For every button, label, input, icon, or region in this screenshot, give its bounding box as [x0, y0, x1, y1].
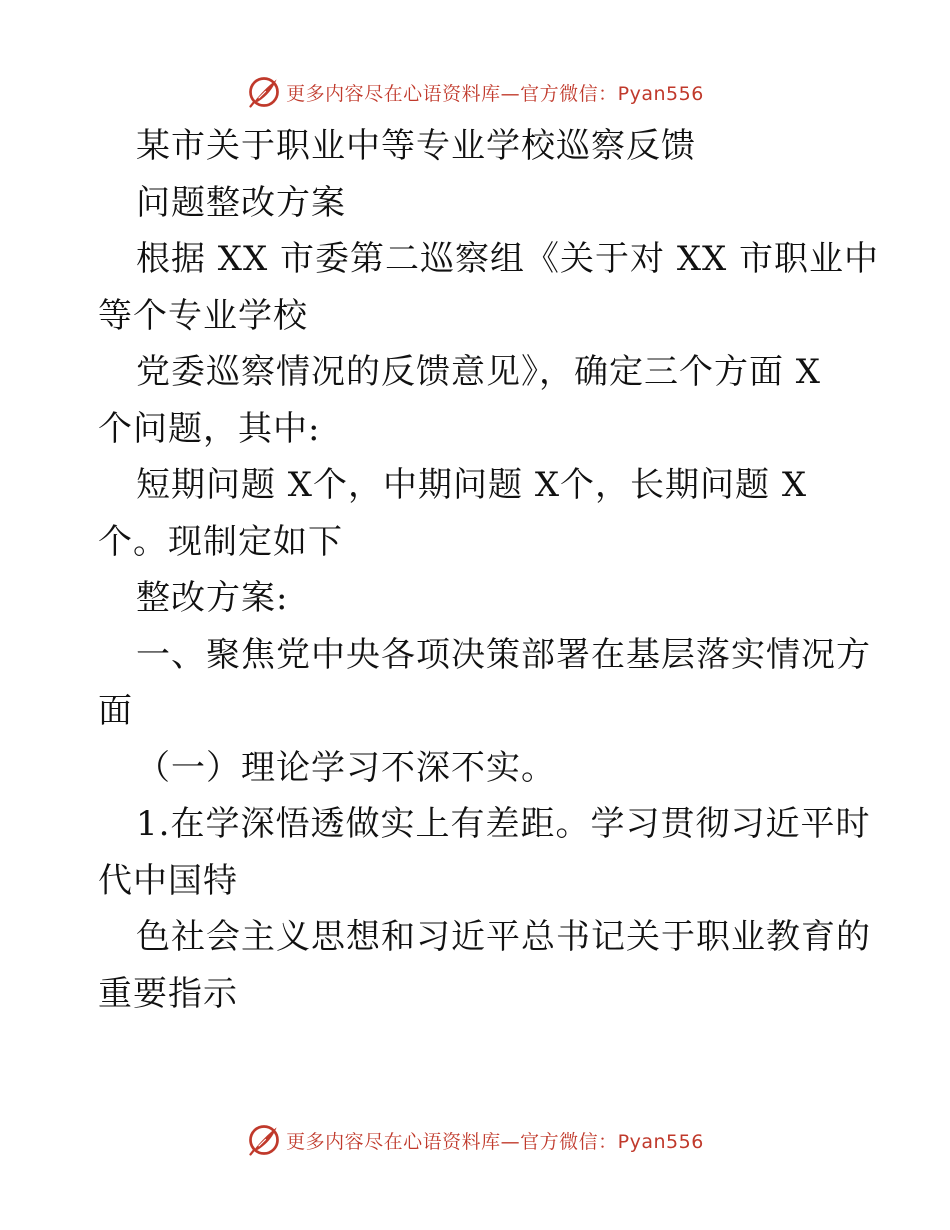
header-banner: [0, 70, 950, 114]
doc-line: 1.在学深悟透做实上有差距。学习贯彻习近平时: [136, 804, 871, 844]
doc-line: 短期问题 X个，中期问题 X个，长期问题 X: [136, 465, 808, 505]
doc-line: 一、聚焦党中央各项决策部署在基层落实情况方: [136, 634, 871, 675]
doc-line: 代中国特: [98, 860, 238, 901]
footer-banner-text: 更多内容尽在心语资料库—官方微信：Pyan556: [286, 1130, 704, 1153]
feather-pen-circle-icon: [246, 74, 282, 110]
doc-line: 某市关于职业中等专业学校巡察反馈: [136, 126, 696, 166]
doc-line: 问题整改方案: [136, 182, 346, 223]
doc-line: 党委巡察情况的反馈意见》，确定三个方面 X: [136, 352, 822, 392]
doc-line: 色社会主义思想和习近平总书记关于职业教育的: [136, 917, 871, 957]
doc-line: 个。现制定如下: [98, 521, 343, 562]
doc-line: 整改方案:: [136, 578, 289, 618]
doc-line: （一）理论学习不深不实。: [136, 747, 556, 788]
footer-banner: [0, 1118, 950, 1162]
header-banner-text: 更多内容尽在心语资料库—官方微信：Pyan556: [286, 82, 704, 105]
document-body: [98, 118, 880, 1022]
feather-pen-circle-icon: [246, 1122, 282, 1158]
doc-line: 个问题，其中:: [98, 408, 321, 449]
doc-line: 等个专业学校: [98, 295, 308, 336]
doc-line: 重要指示: [98, 973, 238, 1014]
doc-line: 根据 XX 市委第二巡察组《关于对 XX 市职业中: [136, 239, 880, 279]
doc-line: 面: [98, 691, 133, 731]
